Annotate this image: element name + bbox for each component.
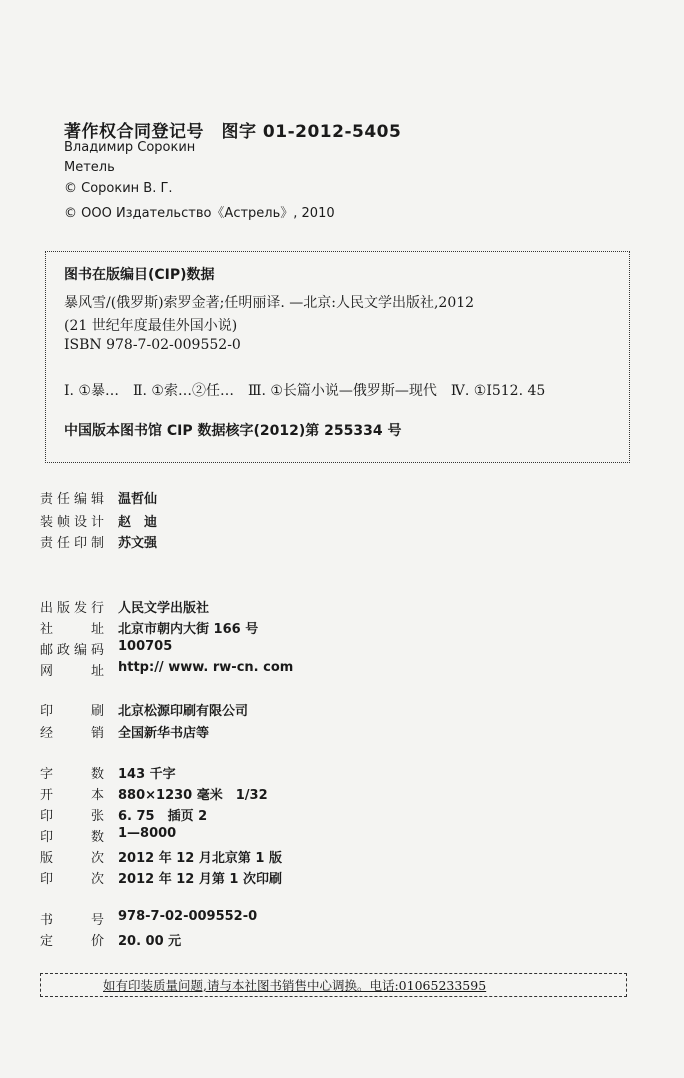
field-label: 印次: [40, 872, 104, 887]
original-title: Метель: [64, 160, 115, 175]
cip-line-isbn: ISBN 978-7-02-009552-0: [64, 337, 241, 353]
field-value: 人民文学出版社: [118, 601, 210, 616]
field-label: 印张: [40, 809, 104, 824]
field-value: 143 千字: [118, 767, 176, 782]
field-value: 6. 75 插页 2: [118, 809, 208, 824]
cip-record-number: 中国版本图书馆 CIP 数据核字(2012)第 255334 号: [64, 423, 402, 439]
quality-notice-text: 如有印装质量问题,请与本社图书销售中心调换。电话:01065233595: [103, 978, 487, 993]
field-value: 880×1230 毫米 1/32: [118, 788, 268, 803]
field-label: 出版发行: [40, 601, 104, 616]
field-value: 赵 迪: [118, 515, 158, 530]
original-author: Владимир Сорокин: [64, 140, 196, 155]
cip-line-series: (21 世纪年度最佳外国小说): [64, 318, 238, 334]
field-value: 2012 年 12 月第 1 次印刷: [118, 872, 282, 887]
field-value: 100705: [118, 639, 173, 654]
field-value: 北京市朝内大街 166 号: [118, 622, 259, 637]
field-label: 责任编辑: [40, 492, 104, 507]
field-value: 北京松源印刷有限公司: [118, 704, 249, 719]
copyright-author-line: © Сорокин В. Г.: [64, 181, 173, 196]
field-label: 网址: [40, 664, 104, 679]
field-value: 苏文强: [118, 536, 158, 551]
field-label: 版次: [40, 851, 104, 866]
field-label: 印刷: [40, 704, 104, 719]
cip-line-title: 暴风雪/(俄罗斯)索罗金著;任明丽译. —北京:人民文学出版社,2012: [64, 295, 475, 311]
cip-classification: Ⅰ. ①暴… Ⅱ. ①索…②任… Ⅲ. ①长篇小说—俄罗斯—现代 Ⅳ. ①I512. 45: [64, 383, 546, 399]
field-value: 20. 00 元: [118, 934, 182, 949]
field-label: 开本: [40, 788, 104, 803]
field-label: 印数: [40, 830, 104, 845]
cip-heading: 图书在版编目(CIP)数据: [64, 267, 215, 283]
field-value: 978-7-02-009552-0: [118, 909, 258, 924]
field-label: 字数: [40, 767, 104, 782]
field-label: 责任印制: [40, 536, 104, 551]
field-label: 书号: [40, 913, 104, 928]
field-label: 社址: [40, 622, 104, 637]
website-value: http:// www. rw-cn. com: [118, 660, 294, 675]
field-label: 装帧设计: [40, 515, 104, 530]
field-value: 2012 年 12 月北京第 1 版: [118, 851, 282, 866]
field-label: 邮政编码: [40, 643, 104, 658]
quality-notice-box: [40, 973, 627, 997]
field-label: 经销: [40, 726, 104, 741]
copyright-publisher-line: © ООО Издательство《Астрель》, 2010: [64, 206, 335, 221]
field-value: 1—8000: [118, 826, 177, 841]
field-value: 全国新华书店等: [118, 726, 210, 741]
field-label: 定价: [40, 934, 104, 949]
field-value: 温哲仙: [118, 492, 158, 507]
copyright-registration-title: 著作权合同登记号 图字 01-2012-5405: [64, 122, 402, 142]
